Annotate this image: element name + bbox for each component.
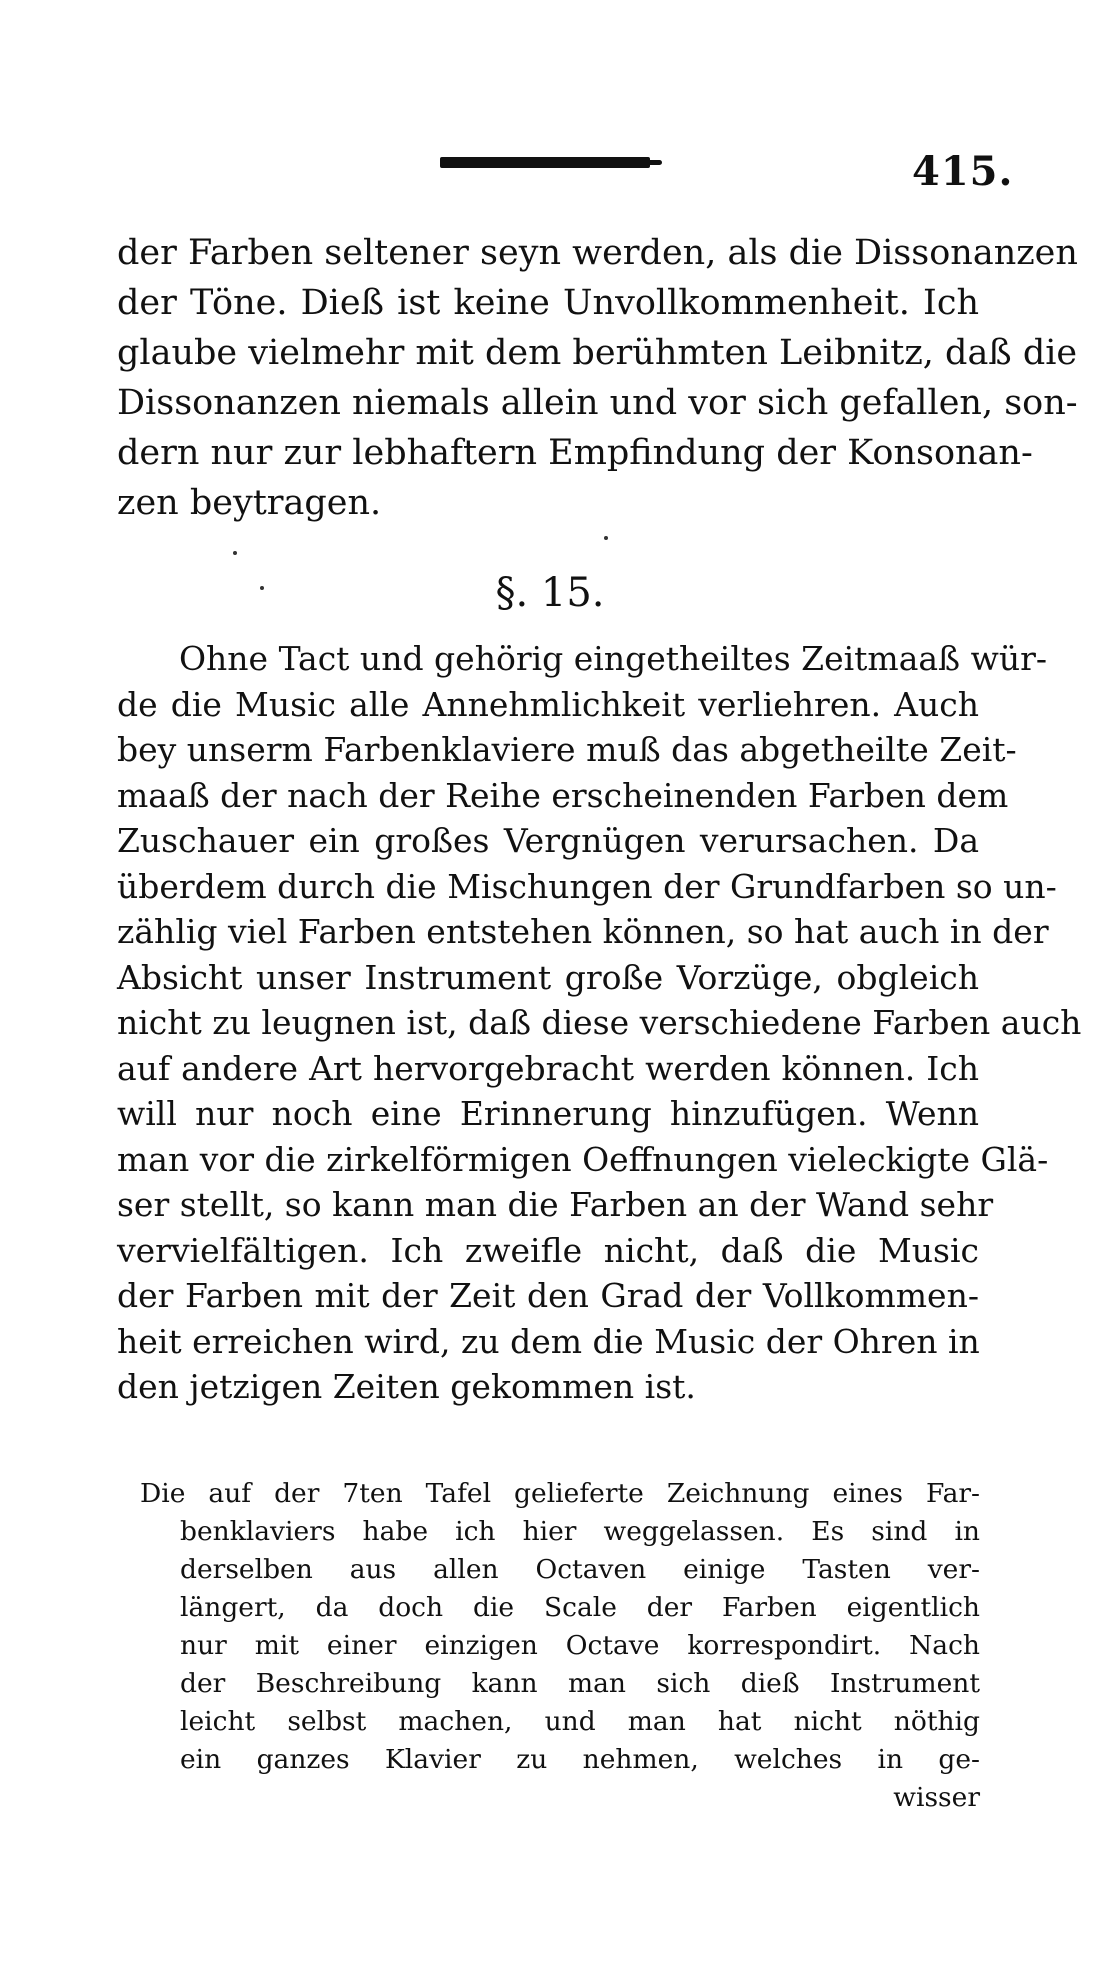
footnote-line: Die auf der 7ten Tafel gelieferte Zeichnung eines Far-	[140, 1478, 980, 1509]
print-speck	[233, 551, 237, 555]
text-line: der Töne. Dieß ist keine Unvollkommenheit. Ich	[117, 283, 979, 323]
footnote-line: derselben aus allen Octaven einige Tasten ver-	[180, 1554, 980, 1585]
text-line: heit erreichen wird, zu dem die Music der Ohren in	[117, 1321, 980, 1361]
text-line: dern nur zur lebhaftern Empfindung der Konsonan-	[117, 433, 1033, 473]
section-heading: §. 15.	[495, 570, 605, 616]
text-line: Zuschauer ein großes Vergnügen verursachen. Da	[117, 821, 979, 860]
text-line: vervielfältigen. Ich zweifle nicht, daß die Music	[117, 1230, 979, 1270]
text-line: ser stellt, so kann man die Farben an der Wand sehr	[117, 1185, 994, 1224]
text-line: bey unserm Farbenklaviere muß das abgetheilte Zeit-	[117, 730, 1017, 769]
page-number: 415.	[912, 148, 1014, 195]
text-line: den jetzigen Zeiten gekommen ist.	[117, 1367, 696, 1406]
text-line: zählig viel Farben entstehen können, so hat auch in der	[117, 912, 1049, 951]
text-line: der Farben mit der Zeit den Grad der Vollkommen-	[117, 1276, 979, 1315]
text-line: Absicht unser Instrument große Vorzüge, obgleich	[117, 957, 979, 997]
catchword: wisser	[893, 1782, 980, 1813]
print-speck	[604, 536, 608, 540]
footnote-line: der Beschreibung kann man sich dieß Instrument	[180, 1668, 980, 1699]
text-line: der Farben seltener seyn werden, als die Dissonanzen	[117, 233, 1078, 273]
text-line: auf andere Art hervorgebracht werden können. Ich	[117, 1048, 979, 1088]
text-line: glaube vielmehr mit dem berühmten Leibnitz, daß die	[117, 333, 1078, 373]
footnote-line: ein ganzes Klavier zu nehmen, welches in ge-	[180, 1744, 980, 1775]
text-line: will nur noch eine Erinnerung hinzufügen. Wenn	[117, 1094, 979, 1133]
footnote-line: benklaviers habe ich hier weggelassen. Es sind in	[180, 1516, 980, 1547]
text-line: überdem durch die Mischungen der Grundfarben so un-	[117, 866, 1057, 906]
text-line: man vor die zirkelförmigen Oeffnungen vieleckigte Glä-	[117, 1139, 1049, 1179]
text-line: Ohne Tact und gehörig eingetheiltes Zeitmaaß wür-	[179, 639, 1048, 678]
text-line: Dissonanzen niemals allein und vor sich gefallen, son-	[117, 383, 1078, 423]
footnote	[140, 1475, 980, 1817]
text-line: nicht zu leugnen ist, daß diese verschiedene Farben auch	[117, 1003, 1082, 1042]
text-line: zen beytragen.	[117, 483, 382, 523]
footnote-line: nur mit einer einzigen Octave korrespondirt. Nach	[180, 1630, 980, 1661]
footnote-line: leicht selbst machen, und man hat nicht nöthig	[180, 1706, 980, 1737]
text-line: de die Music alle Annehmlichkeit verliehren. Auch	[117, 684, 979, 724]
footnote-line: längert, da doch die Scale der Farben eigentlich	[180, 1592, 980, 1623]
text-line: maaß der nach der Reihe erscheinenden Farben dem	[117, 775, 1009, 815]
main-paragraph	[117, 636, 1082, 1410]
header-rule	[440, 157, 650, 168]
continued-paragraph	[117, 228, 1078, 528]
